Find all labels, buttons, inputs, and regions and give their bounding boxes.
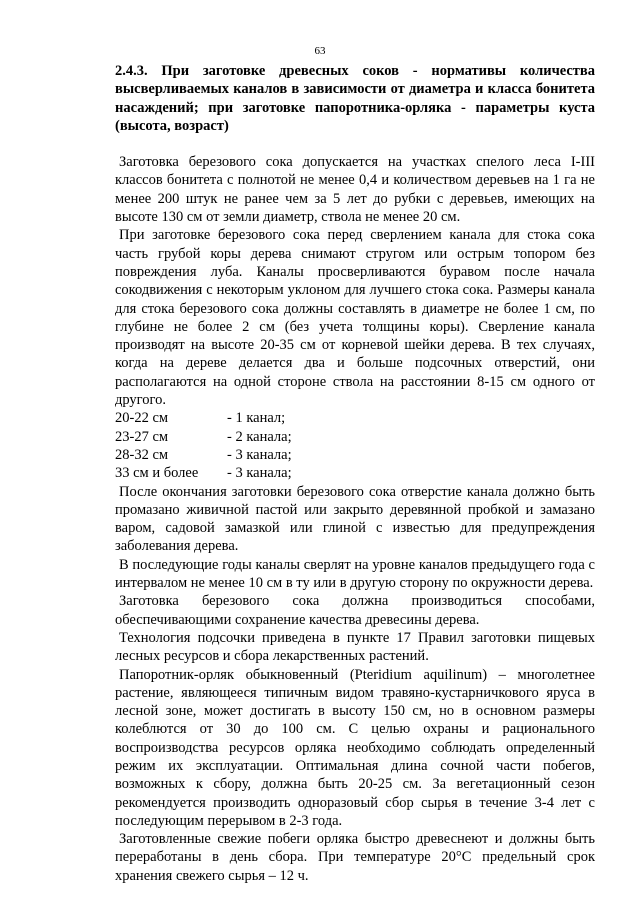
paragraph: После окончания заготовки березового сока отверстие канала должно быть промазано живичной пастой или закрыто деревянной пробкой и замазано варом, садовой замазкой или глиной с известью для предупреждения заболевания дерева. [115,483,595,555]
section-heading: 2.4.3. При заготовке древесных соков - нормативы количества высверливаемых каналов в зависимости от диаметра и класса бонитета насаждений; при заготовке папоротника-орляка - параметры куста (высота, возраст) [115,63,595,134]
paragraph: При заготовке березового сока перед сверлением канала для стока сока часть грубой коры дерева снимают стругом или острым топором без повреждения луба. Каналы просверливаются буравом после начала сокодвижения с некоторым уклоном для лучшего стока сока. Размеры канала для стока березового сока должны составлять в диаметре не более 1 см, по глубине не более 2 см (без учета толщины коры). Сверление канала производят на высоте 20-35 см от корневой шейки дерева. В тех случаях, когда на дереве делается два и больше подсочных отверстий, они располагаются на одной стороне ствола на расстоянии 8-15 см одного от другого. [115,227,595,409]
list-item [115,464,595,482]
diameter-range: 33 см и более [115,465,199,482]
paragraph: Папоротник-орляк обыкновенный (Pteridium aquilinum) – многолетнее растение, являющееся типичным видом травяно-кустарничкового яруса в лесной зоне, может достигать в высоту 150 см, но в основном размеры колеблются от 30 до 100 см. С целью охраны и рационального воспроизводства ресурсов орляка необходимо соблюдать определенный режим их эксплуатации. Оптимальная длина сочной части побегов, возможных к сбору, должна быть 20-25 см. За вегетационный сезон рекомендуется производить одноразовый сбор сырья в течение 3-4 лет с последующим перерывом в 2-3 года. [115,666,595,829]
paragraph: Технология подсочки приведена в пункте 17 Правил заготовки пищевых лесных ресурсов и сбора лекарственных растений. [115,629,595,665]
channel-count: - 3 канала; [227,465,292,482]
diameter-range: 28-32 см [115,446,169,463]
list-item [115,409,595,427]
channels-list [115,409,595,482]
list-item [115,446,595,464]
diameter-range: 20-22 см [115,410,169,427]
paragraph: Заготовка березового сока допускается на участках спелого леса I-III классов бонитета с полнотой не менее 0,4 и количеством деревьев на 1 га не менее 200 штук не ранее чем за 5 лет до рубки с деревьев, имеющих на высоте 130 см от земли диаметр, ствола не менее 20 см. [115,154,595,226]
document-body [115,62,595,885]
paragraph: Заготовка березового сока должна производиться способами, обеспечивающими сохранение качества древесины дерева. [115,593,595,628]
page-number: 63 [314,45,326,57]
paragraph: В последующие годы каналы сверлят на уровне каналов предыдущего года с интервалом не менее 10 см в ту или в другую сторону по окружности дерева. [115,556,595,592]
channel-count: - 1 канал; [227,410,286,427]
diameter-range: 23-27 см [115,428,169,445]
channel-count: - 2 канала; [227,428,292,445]
list-item [115,428,595,446]
channel-count: - 3 канала; [227,446,292,463]
paragraph: Заготовленные свежие побеги орляка быстро древеснеют и должны быть переработаны в день сбора. При температуре 20°С предельный срок хранения свежего сырья – 12 ч. [115,831,595,884]
